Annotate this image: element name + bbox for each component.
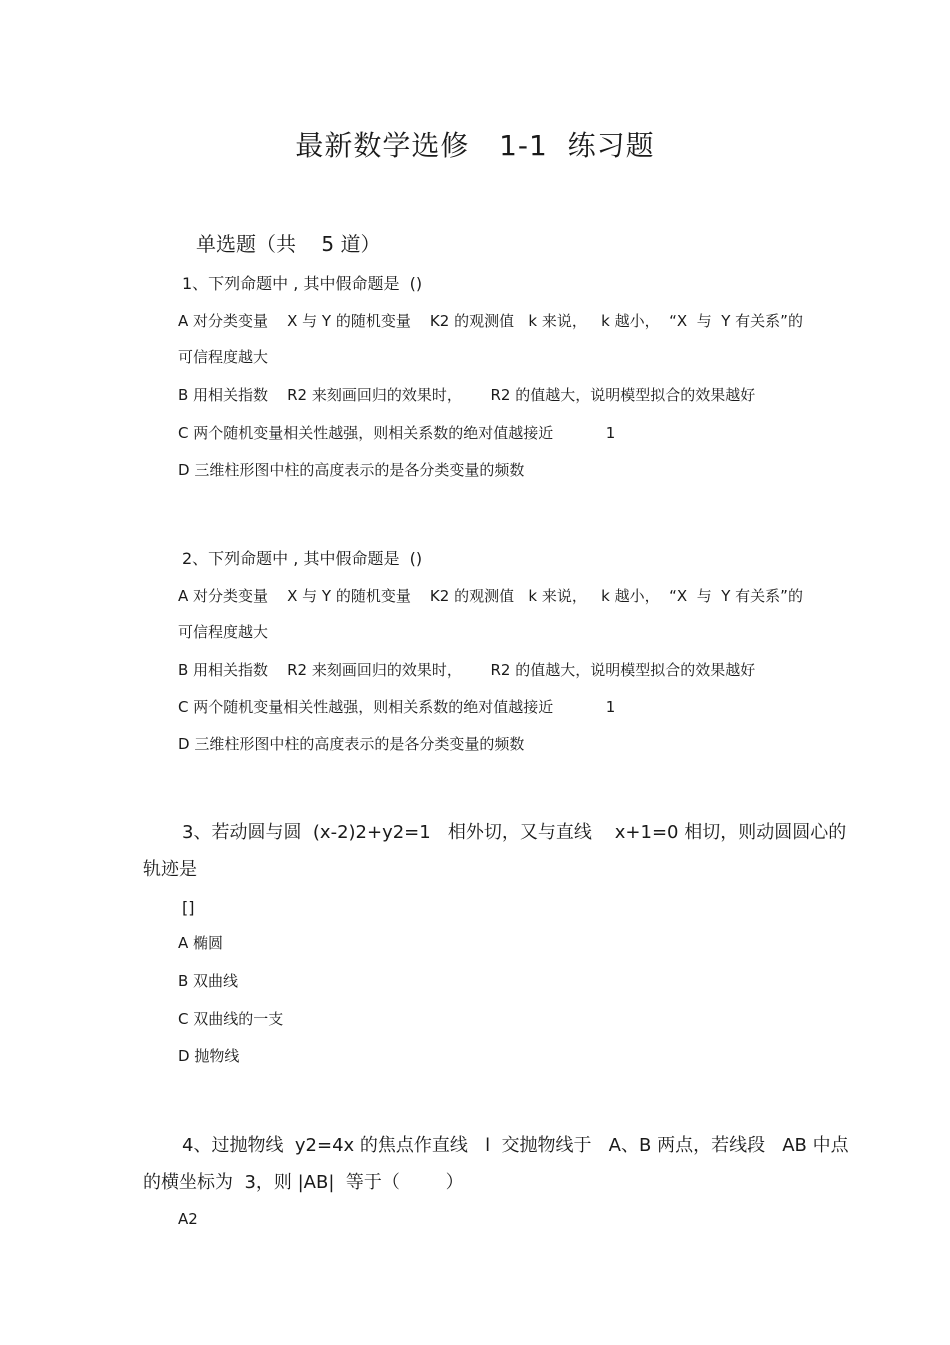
- question-2-option-d: D 三维柱形图中柱的高度表示的是各分类变量的频数: [178, 735, 525, 753]
- question-3-option-a: A 椭圆: [178, 934, 224, 952]
- question-1-option-b: B 用相关指数 R2 来刻画回归的效果时， R2 的值越大，说明模型拟合的效果越好: [178, 386, 756, 404]
- question-1-option-a-cont: 可信程度越大: [178, 348, 269, 366]
- question-3-stem: 3、若动圆与圆 (x-2)2+y2=1 相外切，又与直线 x+1=0 相切，则动圆圆心的: [182, 822, 847, 843]
- question-2-option-c: C 两个随机变量相关性越强，则相关系数的绝对值越接近 1: [178, 698, 616, 716]
- question-3-answer-bracket: []: [182, 898, 195, 917]
- section-heading: 单选题（共 5 道）: [196, 232, 381, 256]
- question-2-stem: 2、下列命题中 , 其中假命题是 (): [182, 549, 423, 568]
- question-4-stem-cont: 的横坐标为 3，则 |AB| 等于（ ）: [143, 1172, 464, 1193]
- question-1-option-c: C 两个随机变量相关性越强，则相关系数的绝对值越接近 1: [178, 424, 616, 442]
- question-4-option-a: A2: [178, 1210, 198, 1228]
- question-3-option-c: C 双曲线的一支: [178, 1010, 284, 1028]
- question-3-stem-cont: 轨迹是: [143, 859, 197, 880]
- question-1-option-d: D 三维柱形图中柱的高度表示的是各分类变量的频数: [178, 461, 525, 479]
- document-title: 最新数学选修 1-1 练习题: [295, 129, 655, 162]
- question-2-option-a-cont: 可信程度越大: [178, 623, 269, 641]
- question-1-stem: 1、下列命题中 , 其中假命题是 (): [182, 274, 423, 293]
- question-2-option-a: A 对分类变量 X 与 Y 的随机变量 K2 的观测值 k 来说， k 越小， “X 与 Y 有关系”的: [178, 587, 803, 605]
- question-1-option-a: A 对分类变量 X 与 Y 的随机变量 K2 的观测值 k 来说， k 越小， “X 与 Y 有关系”的: [178, 312, 803, 330]
- question-3-option-d: D 抛物线: [178, 1047, 240, 1065]
- question-3-option-b: B 双曲线: [178, 972, 239, 990]
- question-2-option-b: B 用相关指数 R2 来刻画回归的效果时， R2 的值越大，说明模型拟合的效果越好: [178, 661, 756, 679]
- question-4-stem: 4、过抛物线 y2=4x 的焦点作直线 l 交抛物线于 A、B 两点，若线段 AB 中点: [182, 1135, 849, 1156]
